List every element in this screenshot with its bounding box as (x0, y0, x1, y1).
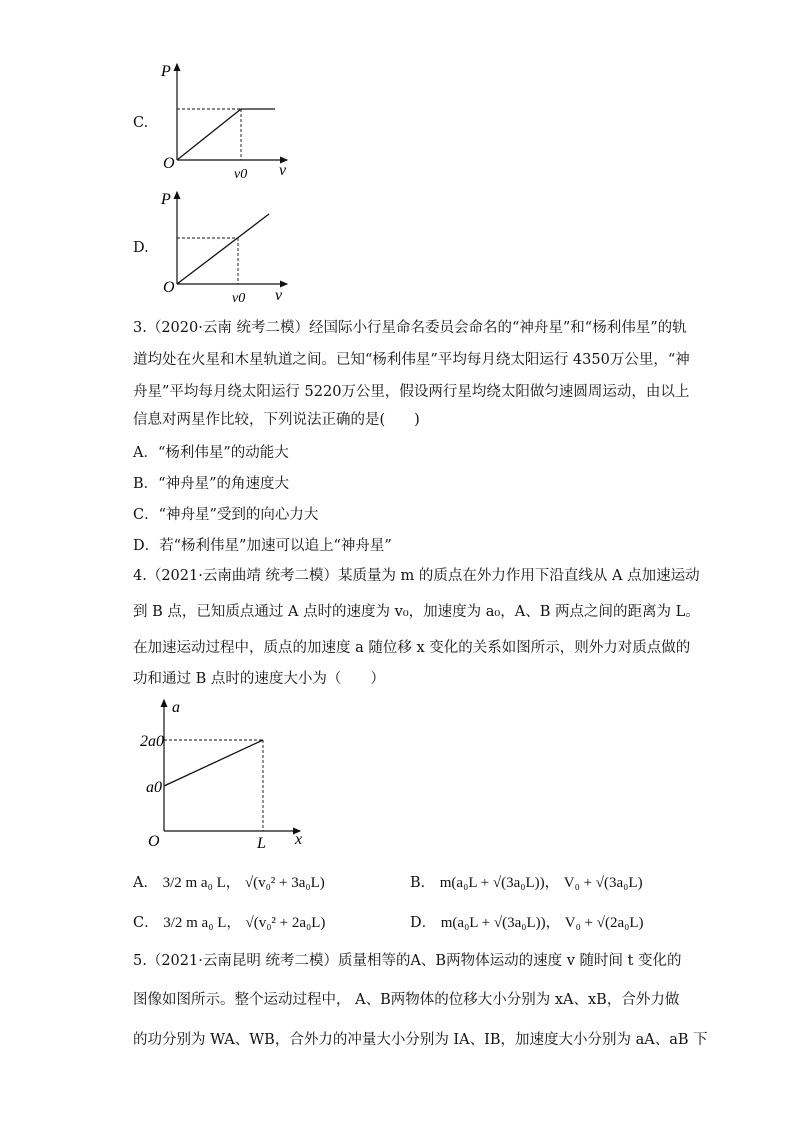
q3-line-4: 信息对两星作比较，下列说法正确的是( ) (133, 412, 420, 428)
q4-option-c-label: C． (133, 915, 159, 931)
graph-d-origin: O (163, 279, 175, 296)
q4-option-c: C． 3/2 m a₀ L， √(v₀² + 2a₀L) (133, 915, 326, 931)
graph-c-x-label: v (279, 162, 287, 179)
q3-line-2: 道均处在火星和木星轨道之间。已知“杨利伟星”平均每月绕太阳运行 4350万公里，“神 (133, 352, 690, 368)
graph-q4 (140, 692, 315, 852)
q4-line-4: 功和通过 B 点时的速度大小为（ ） (133, 671, 385, 687)
q4-option-b-work: m(a₀L + √(3a₀L)) (439, 875, 545, 891)
q3-line-3: 舟星”平均每月绕太阳运行 5220万公里，假设两行星均绕太阳做匀速圆周运动，由以上 (133, 384, 690, 400)
graph-q4-tick-a0: a0 (146, 779, 162, 796)
q3-option-c: C．“神舟星”受到的向心力大 (133, 507, 319, 523)
q4-option-b: B． m(a₀L + √(3a₀L))， V₀ + √(3a₀L) (410, 875, 643, 891)
q4-option-a-work: 3/2 m a₀ L (162, 875, 226, 891)
q5-line-2: 图像如图所示。整个运动过程中， A、B两物体的位移大小分别为 xA、xB，合外力做 (133, 992, 680, 1008)
graph-q4-tick-2a0: 2a0 (140, 733, 164, 750)
option-c-label: C. (133, 115, 149, 131)
graph-q4-line (164, 740, 263, 786)
graph-d-line (177, 214, 269, 284)
graph-q4-x-label: x (295, 831, 303, 848)
q4-line-2: 到 B 点，已知质点通过 A 点时的速度为 v₀，加速度为 a₀，A、B 两点之间的距离为 L。 (133, 604, 700, 620)
q3-option-d: D．若“杨利伟星”加速可以追上“神舟星” (133, 538, 392, 554)
graph-c-line-rise (177, 109, 241, 160)
graph-c (155, 58, 295, 188)
q4-option-d-label: D． (410, 915, 437, 931)
graph-d (155, 186, 295, 308)
graph-c-tick-v0: v0 (234, 167, 248, 182)
graph-d-tick-v0: v0 (232, 291, 246, 306)
graph-c-y-label: P (161, 63, 171, 80)
q4-option-c-work: 3/2 m a₀ L (163, 915, 227, 931)
q4-option-d-speed: V₀ + √(2a₀L) (564, 915, 644, 931)
q5-line-3: 的功分别为 WA、WB，合外力的冲量大小分别为 IA、IB，加速度大小分别为 aA、aB 下 (133, 1032, 708, 1048)
q5-line-1: 5.（2021·云南昆明 统考二模）质量相等的A、B两物体运动的速度 v 随时间 t 变化的 (133, 953, 682, 969)
graph-c-origin: O (163, 155, 175, 172)
q4-line-1: 4.（2021·云南曲靖 统考二模）某质量为 m 的质点在外力作用下沿直线从 A 点加速运动 (133, 568, 700, 584)
q3-line-1: 3.（2020·云南 统考二模）经国际小行星命名委员会命名的“神舟星”和“杨利伟星”的轨 (133, 320, 687, 336)
q4-option-d-work: m(a₀L + √(3a₀L)) (440, 915, 546, 931)
graph-q4-tick-L: L (257, 835, 266, 852)
q4-option-c-speed: √(v₀² + 2a₀L) (245, 915, 326, 931)
q4-option-d: D． m(a₀L + √(3a₀L))， V₀ + √(2a₀L) (410, 915, 644, 931)
q4-option-a-speed: √(v₀² + 3a₀L) (244, 875, 325, 891)
q4-option-b-label: B． (410, 875, 436, 891)
graph-q4-origin: O (148, 833, 160, 850)
graph-d-x-label: v (275, 287, 283, 304)
q4-option-b-speed: V₀ + √(3a₀L) (563, 875, 643, 891)
option-d-label: D. (133, 240, 149, 256)
q4-option-a: A． 3/2 m a₀ L， √(v₀² + 3a₀L) (133, 875, 325, 891)
graph-d-y-label: P (161, 191, 171, 208)
q3-option-b: B．“神舟星”的角速度大 (133, 476, 289, 492)
graph-q4-y-label: a (172, 699, 180, 716)
q3-option-a: A．“杨利伟星”的动能大 (133, 445, 289, 461)
q4-option-a-label: A． (133, 875, 158, 891)
q4-line-3: 在加速运动过程中，质点的加速度 a 随位移 x 变化的关系如图所示，则外力对质点做的 (133, 640, 691, 656)
